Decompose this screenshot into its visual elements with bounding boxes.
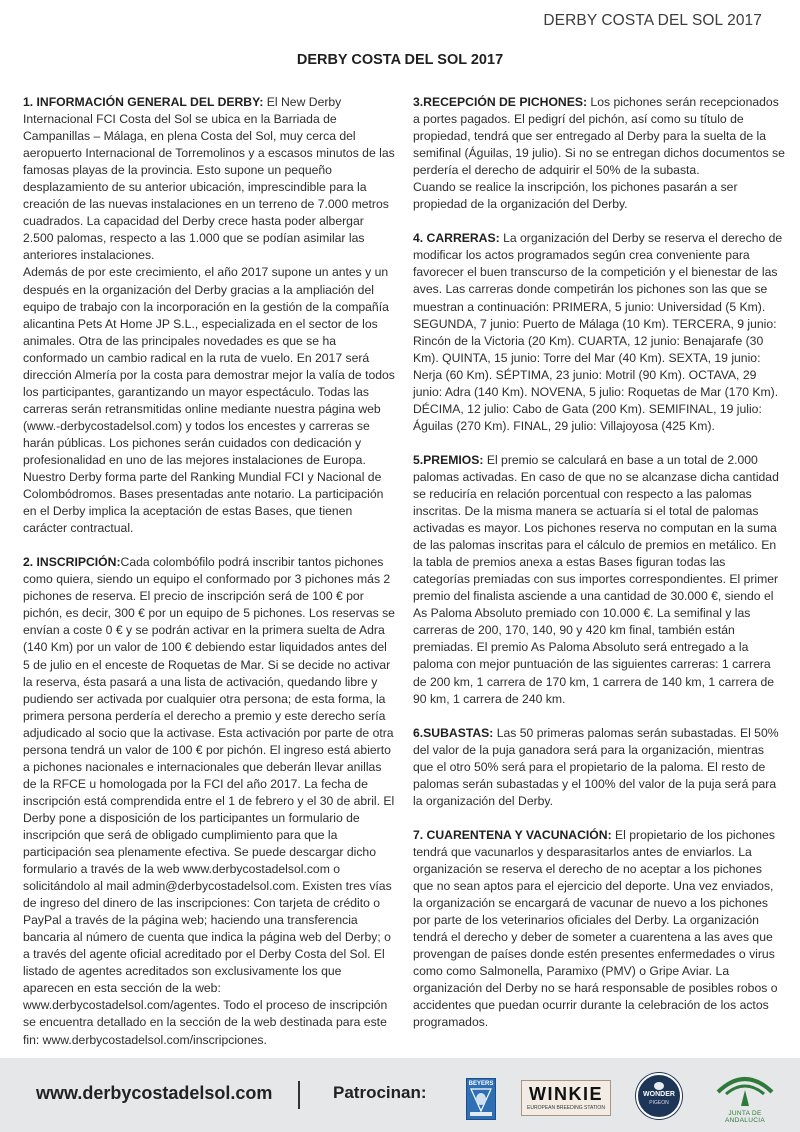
website-link[interactable]: www.derbycostadelsol.com xyxy=(36,1083,273,1103)
section-text: Cada colombófilo podrá inscribir tantos pichones como quiera, siendo un equipo el conformado por 3 pichones más 2 pichones de reserva. El precio de inscripción será de 100 € por pichón, es decir, 300 € por un equipo de 5 pichones. Los reservas se envían a coste 0 € y se podrán activar en la primera suelta de Adra (140 Km) por un valor de 100 € debiendo estar liquidados antes del 5 de julio en el enceste de Roquetas de Mar. Si se decide no activar la reserva, ésta pasará a una lista de activación, quedando libre y pudiendo ser activada por cualquier otra persona; de esta forma, la primera persona perdería el derecho a premio y este derecho sería adjudicado al socio que la activase. Esta activación por parte de otra persona tendrá un valor de 100 € por pichón. El ingreso está abierto a pichones nacionales e internacionales que deberán llevar anillas de la RFCE u homologada por la FCI del año 2017. La fecha de inscripción está comprendida entre el 1 de febrero y el 30 de abril. El Derby pone a disposición de los participantes un formulario de inscripción que será de obligado cumplimiento para que la participación sea plenamente efectiva. Se puede descargar dicho formulario a través de la web www.derbycostadelsol.com o solicitándolo al mail admin@derbycostadelsol.com. Existen tres vías de ingreso del dinero de las inscripciones: Con tarjeta de crédito o PayPal a través de la página web; haciendo una transferencia bancaria al número de cuenta que indica la página web del Derby; o a través del agente oficial acreditado por el Derby Costa del Sol. El listado de agentes acreditados son exclusivamente los que aparecen en esta sección de la web: www.derbycostadelsol.com/agentes. Todo el proceso de inscripción se encuentra detallado en la sección de la web destinada para este fin: www.derbycostadelsol.com/inscripciones. xyxy=(23,555,395,1047)
section-subastas xyxy=(413,725,785,810)
section-text: Los pichones serán recepcionados a portes pagados. El pedigrí del pichón, así como su título de propiedad, tendrá que ser entregado al Derby para la suelta de la semifinal (Águilas, 19 julio). Si no se entregan dichos documentos se perdería el derecho de adquirir el 50% de la subasta. xyxy=(413,95,785,178)
section-heading: 4. CARRERAS: xyxy=(413,231,500,246)
winkie-logo-icon xyxy=(521,1080,611,1116)
section-heading: 5.PREMIOS: xyxy=(413,452,484,467)
section-informacion-general xyxy=(23,94,395,537)
beyers-logo-icon xyxy=(466,1078,496,1120)
section-text: Además de por este crecimiento, el año 2017 supone un antes y un después en la organización del Derby gracias a la ampliación del equipo de trabajo con la incorporación en la gestión de la compañía alicantina Pets At Home JP S.L., especializada en el sector de los animales. Otra de las principales novedades es que se ha conformado un cambio radical en la ruta de vuelo. En 2017 será dirección Almería por la costa para demostrar mejor la valía de todos los participantes, garantizando un mayor espectáculo. Todas las carreras serán retransmitidas online mediante nuestra página web (www.-derbycostadelsol.com) y todos los encestes y carreras se harán públicas. Los pichones serán cuidados con dedicación y profesionalidad en uno de las mejores instalaciones de Europa. xyxy=(23,265,395,467)
section-heading: 6.SUBASTAS: xyxy=(413,725,494,740)
junta-de-andalucia-logo-icon xyxy=(710,1070,780,1124)
section-heading: 1. INFORMACIÓN GENERAL DEL DERBY: xyxy=(23,95,264,109)
section-text: Las 50 primeras palomas serán subastadas. El 50% del valor de la puja ganadora será para la organización, mientras que el otro 50% será para el propietario de la paloma. El resto de palomas serán subastadas y el 100% del valor de la puja será para la organización del Derby. xyxy=(413,725,779,808)
section-cuarentena xyxy=(413,827,785,1032)
section-heading: 3.RECEPCIÓN DE PICHONES: xyxy=(413,95,588,109)
section-premios xyxy=(413,452,785,708)
section-carreras xyxy=(413,230,785,435)
sponsor-name: JUNTA DE ANDALUCIA xyxy=(725,1110,765,1124)
sponsor-subtitle: PIGEON xyxy=(649,1100,669,1106)
section-heading: 7. CUARENTENA Y VACUNACIÓN: xyxy=(413,827,612,842)
sponsor-subtitle: EUROPEAN BREEDING STATION xyxy=(527,1105,605,1111)
sponsor-name: WONDER xyxy=(643,1091,675,1098)
wonder-pigeon-logo-icon xyxy=(636,1073,682,1119)
running-header: DERBY COSTA DEL SOL 2017 xyxy=(543,12,762,29)
section-text: Nuestro Derby forma parte del Ranking Mundial FCI y Nacional de Colombódromos. Bases presentadas ante notario. La participación en el Derby implica la aceptación de estas Bases, que tienen carácter contractual. xyxy=(23,470,384,536)
section-text: La organización del Derby se reserva el derecho de modificar los actos programados según crea conveniente para favorecer el buen transcurso de la competición y el bienestar de las aves. Las carreras donde competirán los pichones son las que se muestran a continuación: PRIMERA, 5 junio: Universidad (5 Km). SEGUNDA, 7 junio: Puerto de Málaga (10 Km). TERCERA, 9 junio: Rincón de la Victoria (20 Km). CUARTA, 12 junio: Benajarafe (30 Km). QUINTA, 15 junio: Torre del Mar (40 Km). SEXTA, 19 junio: Nerja (60 Km). SÉPTIMA, 23 junio: Motril (90 Km). OCTAVA, 29 junio: Adra (140 Km). NOVENA, 5 julio: Roquetas de Mar (170 Km). DÉCIMA, 12 julio: Cabo de Gata (200 Km). SEMIFINAL, 19 julio: Águilas (270 Km). FINAL, 29 julio: Villajoyosa (425 Km). xyxy=(413,231,783,433)
sponsor-name: WINKIE xyxy=(529,1084,603,1104)
right-column xyxy=(413,94,785,1048)
left-column xyxy=(23,94,395,1066)
section-text: El premio se calculará en base a un total de 2.000 palomas activadas. En caso de que no se alcanzase dicha cantidad se reduciría en relación porcentual con respecto a las palomas inscritas. De la misma manera se actuaría si el total de palomas activadas es mayor. Los pichones reserva no computan en la suma de las palomas inscritas para el cálculo de premios en metálico. En la tabla de premios anexa a estas Bases figuran todas las categorías premiadas con sus importes correspondientes. El primer premio del finalista asciende a una cantidad de 30.000 €, siendo el As Paloma Absoluto premiado con 10.000 €. La semifinal y las carreras de 200, 170, 140, 90 y 420 km final, también están premiadas. El premio As Paloma Absoluto será entregado a la paloma con mejor puntuación de las siguientes carreras: 1 carrera de 200 km, 1 carrera de 170 km, 1 carrera de 140 km, 1 carrera de 90 km, 1 carrera de 240 km. xyxy=(413,452,779,706)
section-inscripcion xyxy=(23,554,395,1048)
section-recepcion xyxy=(413,94,785,213)
section-text: El New Derby Internacional FCI Costa del Sol se ubica en la Barriada de Campanillas – Málaga, en plena Costa del Sol, muy cerca del aeropuerto Internacional de Torremolinos y a escasos minutos de las famosas playas de la provincia. Esto supone un pequeño desplazamiento de su anterior ubicación, imprescindible para la creación de las nuevas instalaciones en un terreno de 7.000 metros cuadrados. La capacidad del Derby crece hasta poder albergar 2.500 palomas, respecto a las 1.000 que se podían asimilar las anteriores instalaciones. xyxy=(23,95,395,263)
page-title: DERBY COSTA DEL SOL 2017 xyxy=(296,52,504,68)
section-text: El propietario de los pichones tendrá que vacunarlos y desparasitarlos antes de enviarlos. La organización se reserva el derecho de no aceptar a los pichones que no sean aptos para el ejercicio del deporte. Una vez enviados, la organización se encargará de vacunar de nuevo a los pichones por parte de los veterinarios oficiales del Derby. La organización tendrá el derecho y deber de someter a cuarentena a las aves que provengan de países donde estén presentes enfermedades o virus como como Salmonella, Paramixo (PMV) o Gripe Aviar. La organización del Derby no se hará responsable de posibles robos o accidentes que puedan ocurrir durante la celebración de los actos programados. xyxy=(413,827,778,1030)
sponsor-name: BEYERS xyxy=(468,1081,494,1087)
section-heading: 2. INSCRIPCIÓN: xyxy=(23,555,121,570)
footer-divider xyxy=(298,1081,300,1109)
sponsors-label: Patrocinan: xyxy=(333,1083,427,1102)
section-text: Cuando se realice la inscripción, los pichones pasarán a ser propiedad de la organización del Derby. xyxy=(413,180,738,212)
